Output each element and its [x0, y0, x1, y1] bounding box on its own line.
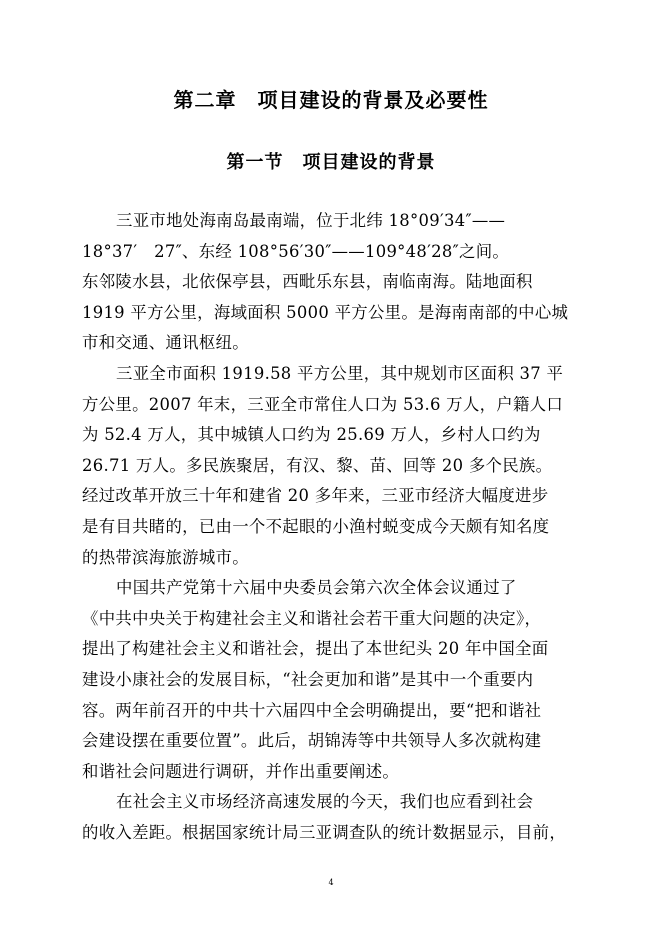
text-line: 为 52.4 万人，其中城镇人口约为 25.69 万人，乡村人口约为: [82, 425, 541, 445]
text-line: 26.71 万人。多民族聚居，有汉、黎、苗、回等 20 多个民族。: [82, 455, 553, 475]
page-number: 4: [328, 878, 334, 887]
text-line: 在社会主义市场经济高速发展的今天，我们也应看到社会: [116, 792, 534, 812]
text-line: 的收入差距。根据国家统计局三亚调查队的统计数据显示，目前，: [82, 822, 567, 842]
text-line: 中国共产党第十六届中央委员会第六次全体会议通过了: [116, 578, 517, 598]
body-text: [82, 206, 592, 848]
text-line: 建设小康社会的发展目标，“社会更加和谐”是其中一个重要内: [82, 669, 534, 689]
text-line: 提出了构建社会主义和谐社会，提出了本世纪头 20 年中国全面: [82, 639, 549, 659]
text-line: 市和交通、通讯枢纽。: [82, 333, 249, 353]
text-line: 容。两年前召开的中共十六届四中全会明确提出，要“把和谐社: [82, 700, 542, 720]
text-line: 和谐社会问题进行调研，并作出重要阐述。: [82, 761, 400, 781]
text-line: 三亚市地处海南岛最南端，位于北纬 18°09′34″——: [116, 211, 506, 230]
chapter-title: 第二章 项目建设的背景及必要性: [173, 88, 489, 112]
text-line: 会建设摆在重要位置”。此后，胡锦涛等中共领导人多次就构建: [82, 731, 542, 751]
text-line: 的热带滨海旅游城市。: [82, 547, 249, 567]
text-line: 经过改革开放三十年和建省 20 多年来，三亚市经济大幅度进步: [82, 486, 549, 506]
text-line: 是有目共睹的，已由一个不起眼的小渔村蜕变成今天颇有知名度: [82, 516, 550, 536]
text-line: 三亚全市面积 1919.58 平方公里，其中规划市区面积 37 平: [116, 363, 564, 383]
text-line: 《中共中央关于构建社会主义和谐社会若干重大问题的决定》，: [82, 608, 542, 628]
text-line: 方公里。2007 年末，三亚全市常住人口为 53.6 万人，户籍人口: [82, 394, 564, 414]
text-line: 东邻陵水县，北依保亭县，西毗乐东县，南临南海。陆地面积: [82, 272, 533, 292]
text-line: 1919 平方公里，海域面积 5000 平方公里。是海南南部的中心城: [82, 302, 569, 322]
text-line: 18°37′ 27″、东经 108°56′30″——109°48′28″之间。: [82, 241, 510, 261]
section-title: 第一节 项目建设的背景: [226, 152, 436, 173]
